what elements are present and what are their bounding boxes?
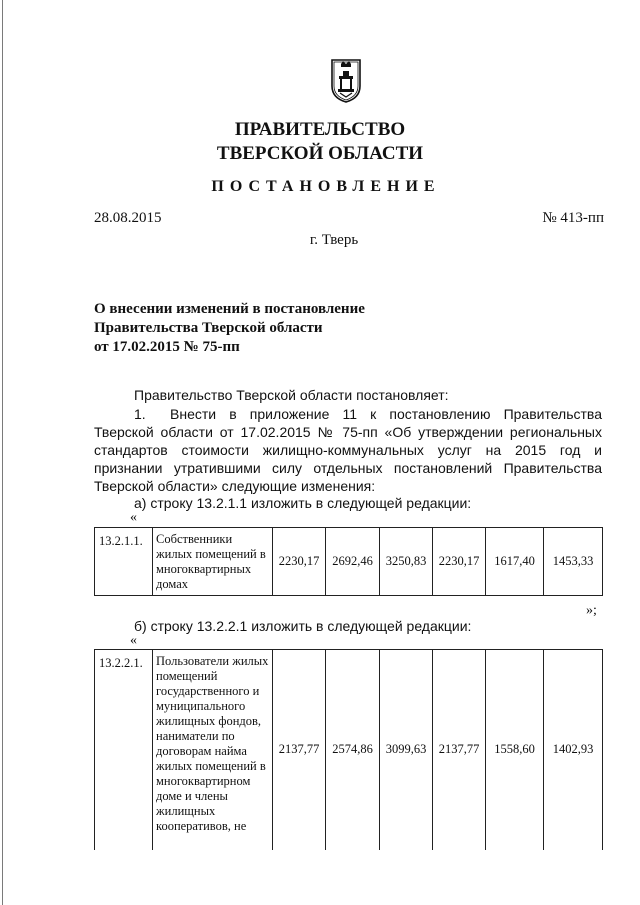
row-value-4: 2137,77 [433, 650, 486, 850]
document-number: № 413-пп [542, 210, 604, 226]
item1-paragraph [94, 405, 602, 495]
row-value-2: 2692,46 [326, 528, 380, 596]
row-name: Собственники жилых помещений в многоквартирных домах [153, 528, 273, 596]
open-quote-b: « [130, 633, 137, 648]
row-value-3: 3250,83 [380, 528, 433, 596]
row-value-6: 1402,93 [544, 650, 603, 850]
row-code: 13.2.1.1. [95, 528, 153, 596]
document-city: г. Тверь [309, 232, 359, 248]
subject-line2: Правительства Тверской области [94, 320, 323, 336]
coat-of-arms-emblem [330, 56, 362, 104]
item1-number: 1. [134, 406, 146, 422]
close-quote-a: »; [586, 603, 597, 618]
sub-item-b: б) строку 13.2.2.1 изложить в следующей редакции: [134, 618, 472, 634]
government-title-line2: ТВЕРСКОЙ ОБЛАСТИ [216, 143, 424, 164]
row-value-4: 2230,17 [433, 528, 486, 596]
intro-paragraph: Правительство Тверской области постановляет: [134, 387, 449, 403]
row-value-1: 2137,77 [273, 650, 326, 850]
row-value-2: 2574,86 [326, 650, 380, 850]
government-title [0, 118, 640, 166]
coat-of-arms-icon [330, 56, 362, 104]
row-name: Пользователи жилых помещений государственного и муниципального жилищных фондов, наниматели по договорам найма жилых помещений в многоквартирном доме и члены жилищных кооперативов, не [153, 650, 273, 850]
row-value-5: 1617,40 [486, 528, 544, 596]
row-value-3: 3099,63 [380, 650, 433, 850]
row-value-5: 1558,60 [486, 650, 544, 850]
document-subject [94, 300, 365, 357]
government-title-line1: ПРАВИТЕЛЬСТВО [234, 119, 406, 140]
row-value-6: 1453,33 [544, 528, 603, 596]
item1-text: Внести в приложение 11 к постановлению Правительства Тверской области от 17.02.2015 № 75-пп «Об утверждении региональных стандартов стоимости жилищно-коммунальных услуг на 2015 год и признании утратившими силу отдельных постановлений Правительства Тверской области» следующие изменения: [94, 406, 602, 494]
sub-item-a: а) строку 13.2.1.1 изложить в следующей редакции: [134, 495, 472, 511]
row-code: 13.2.2.1. [95, 650, 153, 850]
subject-line1: О внесении изменений в постановление [94, 301, 365, 317]
open-quote-a: « [130, 510, 137, 525]
table-row-13-2-1-1 [94, 527, 603, 596]
table-row-13-2-2-1 [94, 649, 603, 850]
row-value-1: 2230,17 [273, 528, 326, 596]
subject-line3: от 17.02.2015 № 75-пп [94, 339, 240, 355]
document-date: 28.08.2015 [94, 210, 162, 226]
document-type-title: ПОСТАНОВЛЕНИЕ [211, 178, 441, 195]
